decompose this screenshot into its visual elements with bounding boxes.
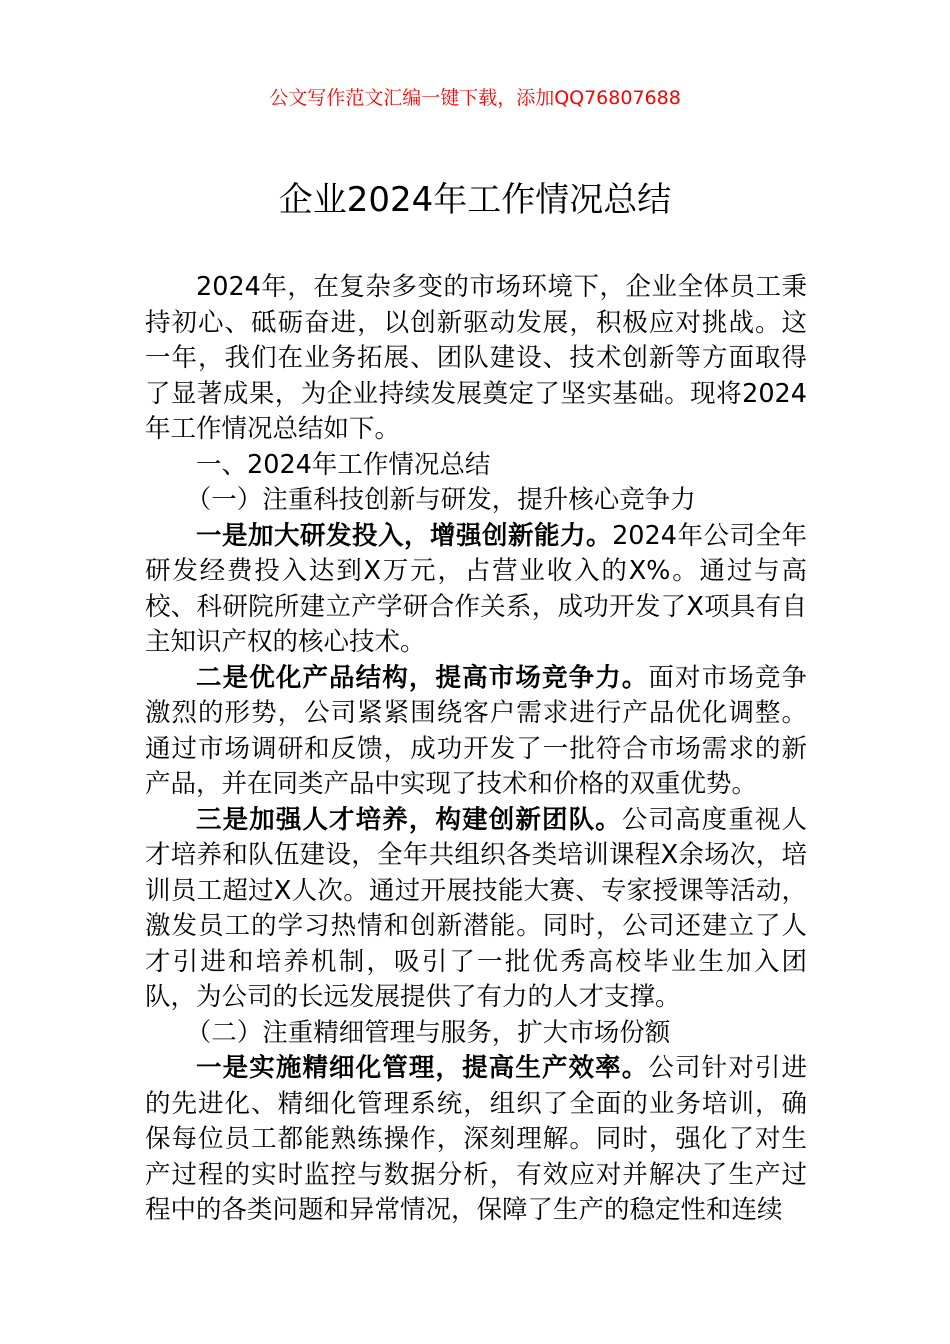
paragraph-lead: 一是实施精细化管理，提高生产效率。 — [196, 1053, 649, 1083]
paragraph-item — [145, 519, 807, 661]
document-body — [145, 270, 807, 1229]
section-heading-1: 一、2024年工作情况总结 — [196, 449, 491, 480]
paragraph-item — [145, 1051, 807, 1229]
paragraph-item — [145, 661, 807, 803]
subsection-heading-2: （二）注重精细管理与服务，扩大市场份额 — [185, 1017, 671, 1048]
paragraph-text: 公司高度重视人才培养和队伍建设，全年共组织各类培训课程X余场次，培训员工超过X人次。通过开展技能大赛、专家授课等活动，激发员工的学习热情和创新潜能。同时，公司还建立了人才引进和培养机制，吸引了一批优秀高校毕业生加入团队，为公司的长远发展提供了有力的人才支撑。 — [145, 804, 807, 1012]
paragraph-lead: 一是加大研发投入，增强创新能力。 — [196, 520, 613, 551]
paragraph-text: 公司针对引进的先进化、精细化管理系统，组织了全面的业务培训，确保每位员工都能熟练操作，深刻理解。同时，强化了对生产过程的实时监控与数据分析，有效应对并解决了生产过程中的各类问题和异常情况，保障了生产的稳定性和连续 — [145, 1053, 807, 1225]
paragraph-lead: 二是优化产品结构，提高市场竞争力。 — [196, 662, 649, 693]
intro-paragraph: 2024年，在复杂多变的市场环境下，企业全体员工秉持初心、砥砺奋进，以创新驱动发展，积极应对挑战。这一年，我们在业务拓展、团队建设、技术创新等方面取得了显著成果，为企业持续发展奠定了坚实基础。现将2024年工作情况总结如下。 — [145, 272, 807, 444]
paragraph-text: 面对市场竞争激烈的形势，公司紧紧围绕客户需求进行产品优化调整。通过市场调研和反馈，成功开发了一批符合市场需求的新产品，并在同类产品中实现了技术和价格的双重优势。 — [145, 662, 807, 799]
paragraph-text: 2024年公司全年研发经费投入达到X万元，占营业收入的X%。通过与高校、科研院所建立产学研合作关系，成功开发了X项具有自主知识产权的核心技术。 — [145, 520, 807, 657]
paragraph-item — [145, 803, 807, 1016]
document-title: 企业2024年工作情况总结 — [278, 180, 672, 220]
download-banner[interactable]: 公文写作范文汇编一键下载，添加QQ76807688 — [269, 87, 681, 109]
subsection-heading-1: （一）注重科技创新与研发，提升核心竞争力 — [185, 485, 696, 515]
paragraph-lead: 三是加强人才培养，构建创新团队。 — [196, 804, 622, 835]
